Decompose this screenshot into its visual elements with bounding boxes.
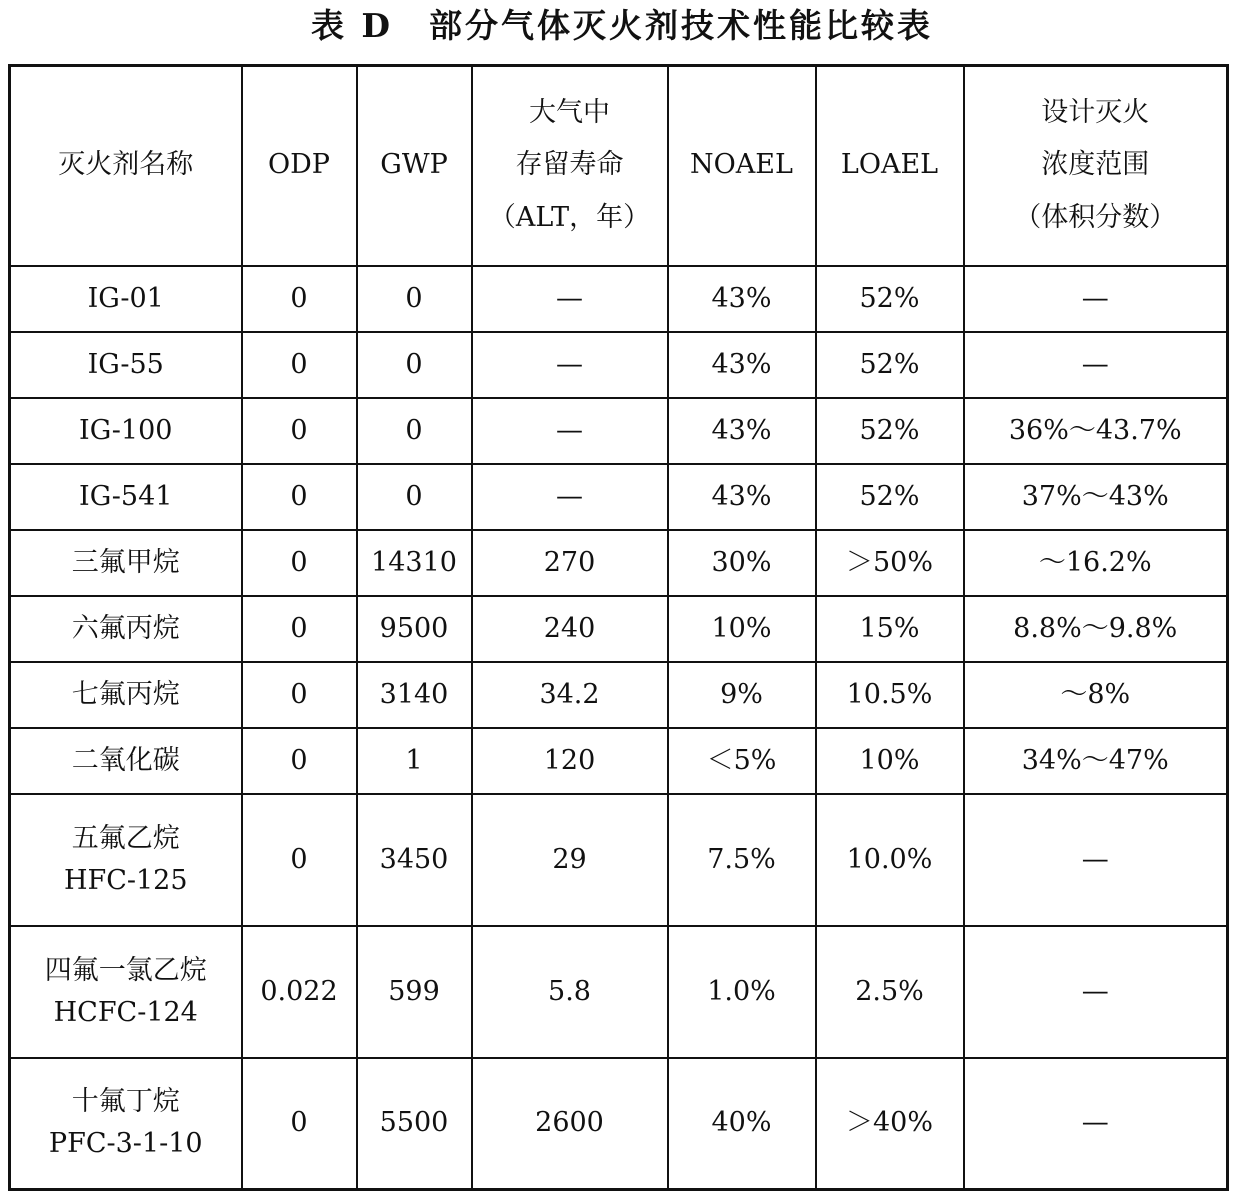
- cell-loael: 10%: [816, 728, 964, 794]
- cell-gwp: 599: [357, 926, 472, 1058]
- name-line: 五氟乙烷: [71, 822, 180, 854]
- header-noael: [668, 66, 816, 266]
- header-design-range: [964, 66, 1228, 266]
- cell-name: [10, 926, 242, 1058]
- cell-alt: 5.8: [472, 926, 668, 1058]
- name-line: HFC-125: [63, 864, 188, 896]
- cell-range: ～16.2%: [964, 530, 1228, 596]
- header-loael: [816, 66, 964, 266]
- table-row: [10, 662, 1228, 728]
- name-line: 六氟丙烷: [71, 612, 180, 644]
- cell-alt: 240: [472, 596, 668, 662]
- cell-odp: 0: [242, 794, 357, 926]
- cell-range: 34%～47%: [964, 728, 1228, 794]
- cell-odp: 0: [242, 266, 357, 332]
- cell-gwp: 0: [357, 332, 472, 398]
- cell-odp: 0.022: [242, 926, 357, 1058]
- cell-gwp: 0: [357, 464, 472, 530]
- cell-range: —: [964, 332, 1228, 398]
- header-line: NOAEL: [690, 149, 793, 181]
- cell-gwp: 0: [357, 398, 472, 464]
- cell-odp: 0: [242, 728, 357, 794]
- cell-noael: ＜5%: [668, 728, 816, 794]
- name-line: 三氟甲烷: [71, 546, 180, 578]
- cell-loael: 52%: [816, 266, 964, 332]
- cell-gwp: 3450: [357, 794, 472, 926]
- cell-alt: —: [472, 464, 668, 530]
- table-row: [10, 332, 1228, 398]
- cell-noael: 43%: [668, 332, 816, 398]
- name-line: 二氧化碳: [71, 744, 180, 776]
- cell-loael: ＞50%: [816, 530, 964, 596]
- cell-loael: 10.5%: [816, 662, 964, 728]
- cell-gwp: 3140: [357, 662, 472, 728]
- name-line: 十氟丁烷: [71, 1086, 180, 1118]
- table-row: [10, 728, 1228, 794]
- cell-range: —: [964, 926, 1228, 1058]
- name-line: IG-55: [87, 348, 164, 380]
- cell-name: [10, 728, 242, 794]
- cell-noael: 10%: [668, 596, 816, 662]
- cell-alt: —: [472, 332, 668, 398]
- cell-noael: 43%: [668, 464, 816, 530]
- table-row: [10, 266, 1228, 332]
- table-row: [10, 926, 1228, 1058]
- cell-alt: 2600: [472, 1058, 668, 1190]
- table-row: [10, 530, 1228, 596]
- cell-alt: —: [472, 266, 668, 332]
- cell-odp: 0: [242, 332, 357, 398]
- cell-loael: 2.5%: [816, 926, 964, 1058]
- name-line: HCFC-124: [53, 996, 198, 1028]
- cell-name: [10, 1058, 242, 1190]
- cell-range: 37%～43%: [964, 464, 1228, 530]
- table-row: [10, 398, 1228, 464]
- cell-noael: 1.0%: [668, 926, 816, 1058]
- header-alt: [472, 66, 668, 266]
- cell-range: —: [964, 266, 1228, 332]
- cell-loael: 52%: [816, 464, 964, 530]
- header-line: 设计灭火: [1041, 96, 1150, 128]
- header-gwp: [357, 66, 472, 266]
- name-line: PFC-3-1-10: [48, 1128, 203, 1160]
- cell-odp: 0: [242, 398, 357, 464]
- cell-name: [10, 464, 242, 530]
- cell-loael: ＞40%: [816, 1058, 964, 1190]
- cell-alt: 34.2: [472, 662, 668, 728]
- cell-odp: 0: [242, 530, 357, 596]
- cell-alt: —: [472, 398, 668, 464]
- name-line: IG-541: [79, 480, 173, 512]
- cell-odp: 0: [242, 464, 357, 530]
- cell-odp: 0: [242, 662, 357, 728]
- table-row: [10, 1058, 1228, 1190]
- cell-alt: 120: [472, 728, 668, 794]
- cell-alt: 29: [472, 794, 668, 926]
- cell-range: 36%～43.7%: [964, 398, 1228, 464]
- name-line: 七氟丙烷: [71, 678, 180, 710]
- cell-name: [10, 662, 242, 728]
- cell-name: [10, 596, 242, 662]
- cell-noael: 7.5%: [668, 794, 816, 926]
- cell-noael: 40%: [668, 1058, 816, 1190]
- cell-gwp: 14310: [357, 530, 472, 596]
- cell-loael: 10.0%: [816, 794, 964, 926]
- cell-range: —: [964, 794, 1228, 926]
- cell-odp: 0: [242, 596, 357, 662]
- header-line: GWP: [380, 149, 448, 181]
- cell-name: [10, 794, 242, 926]
- header-odp: [242, 66, 357, 266]
- cell-name: [10, 266, 242, 332]
- name-line: IG-100: [79, 414, 173, 446]
- table-row: [10, 596, 1228, 662]
- header-line: （体积分数）: [1014, 202, 1177, 234]
- cell-name: [10, 530, 242, 596]
- name-line: 四氟一氯乙烷: [44, 954, 207, 986]
- header-line: ODP: [268, 149, 330, 181]
- cell-range: 8.8%～9.8%: [964, 596, 1228, 662]
- cell-noael: 43%: [668, 266, 816, 332]
- table-row: [10, 464, 1228, 530]
- header-agent-name: [10, 66, 242, 266]
- table-row: [10, 794, 1228, 926]
- cell-loael: 52%: [816, 332, 964, 398]
- header-line: 存留寿命: [515, 149, 624, 181]
- cell-loael: 15%: [816, 596, 964, 662]
- cell-name: [10, 398, 242, 464]
- name-line: IG-01: [87, 282, 164, 314]
- cell-range: ～8%: [964, 662, 1228, 728]
- cell-odp: 0: [242, 1058, 357, 1190]
- cell-range: —: [964, 1058, 1228, 1190]
- cell-alt: 270: [472, 530, 668, 596]
- table-title: 表 D 部分气体灭火剂技术性能比较表: [310, 6, 934, 45]
- cell-noael: 30%: [668, 530, 816, 596]
- cell-noael: 9%: [668, 662, 816, 728]
- header-line: 浓度范围: [1041, 149, 1150, 181]
- cell-gwp: 5500: [357, 1058, 472, 1190]
- cell-loael: 52%: [816, 398, 964, 464]
- header-line: 灭火剂名称: [58, 149, 194, 181]
- header-line: （ALT，年）: [488, 202, 651, 234]
- header-line: LOAEL: [840, 149, 939, 181]
- comparison-table: [8, 64, 1229, 1191]
- cell-gwp: 0: [357, 266, 472, 332]
- header-line: 大气中: [529, 96, 610, 128]
- cell-gwp: 1: [357, 728, 472, 794]
- cell-gwp: 9500: [357, 596, 472, 662]
- header-row: [10, 66, 1228, 266]
- cell-noael: 43%: [668, 398, 816, 464]
- cell-name: [10, 332, 242, 398]
